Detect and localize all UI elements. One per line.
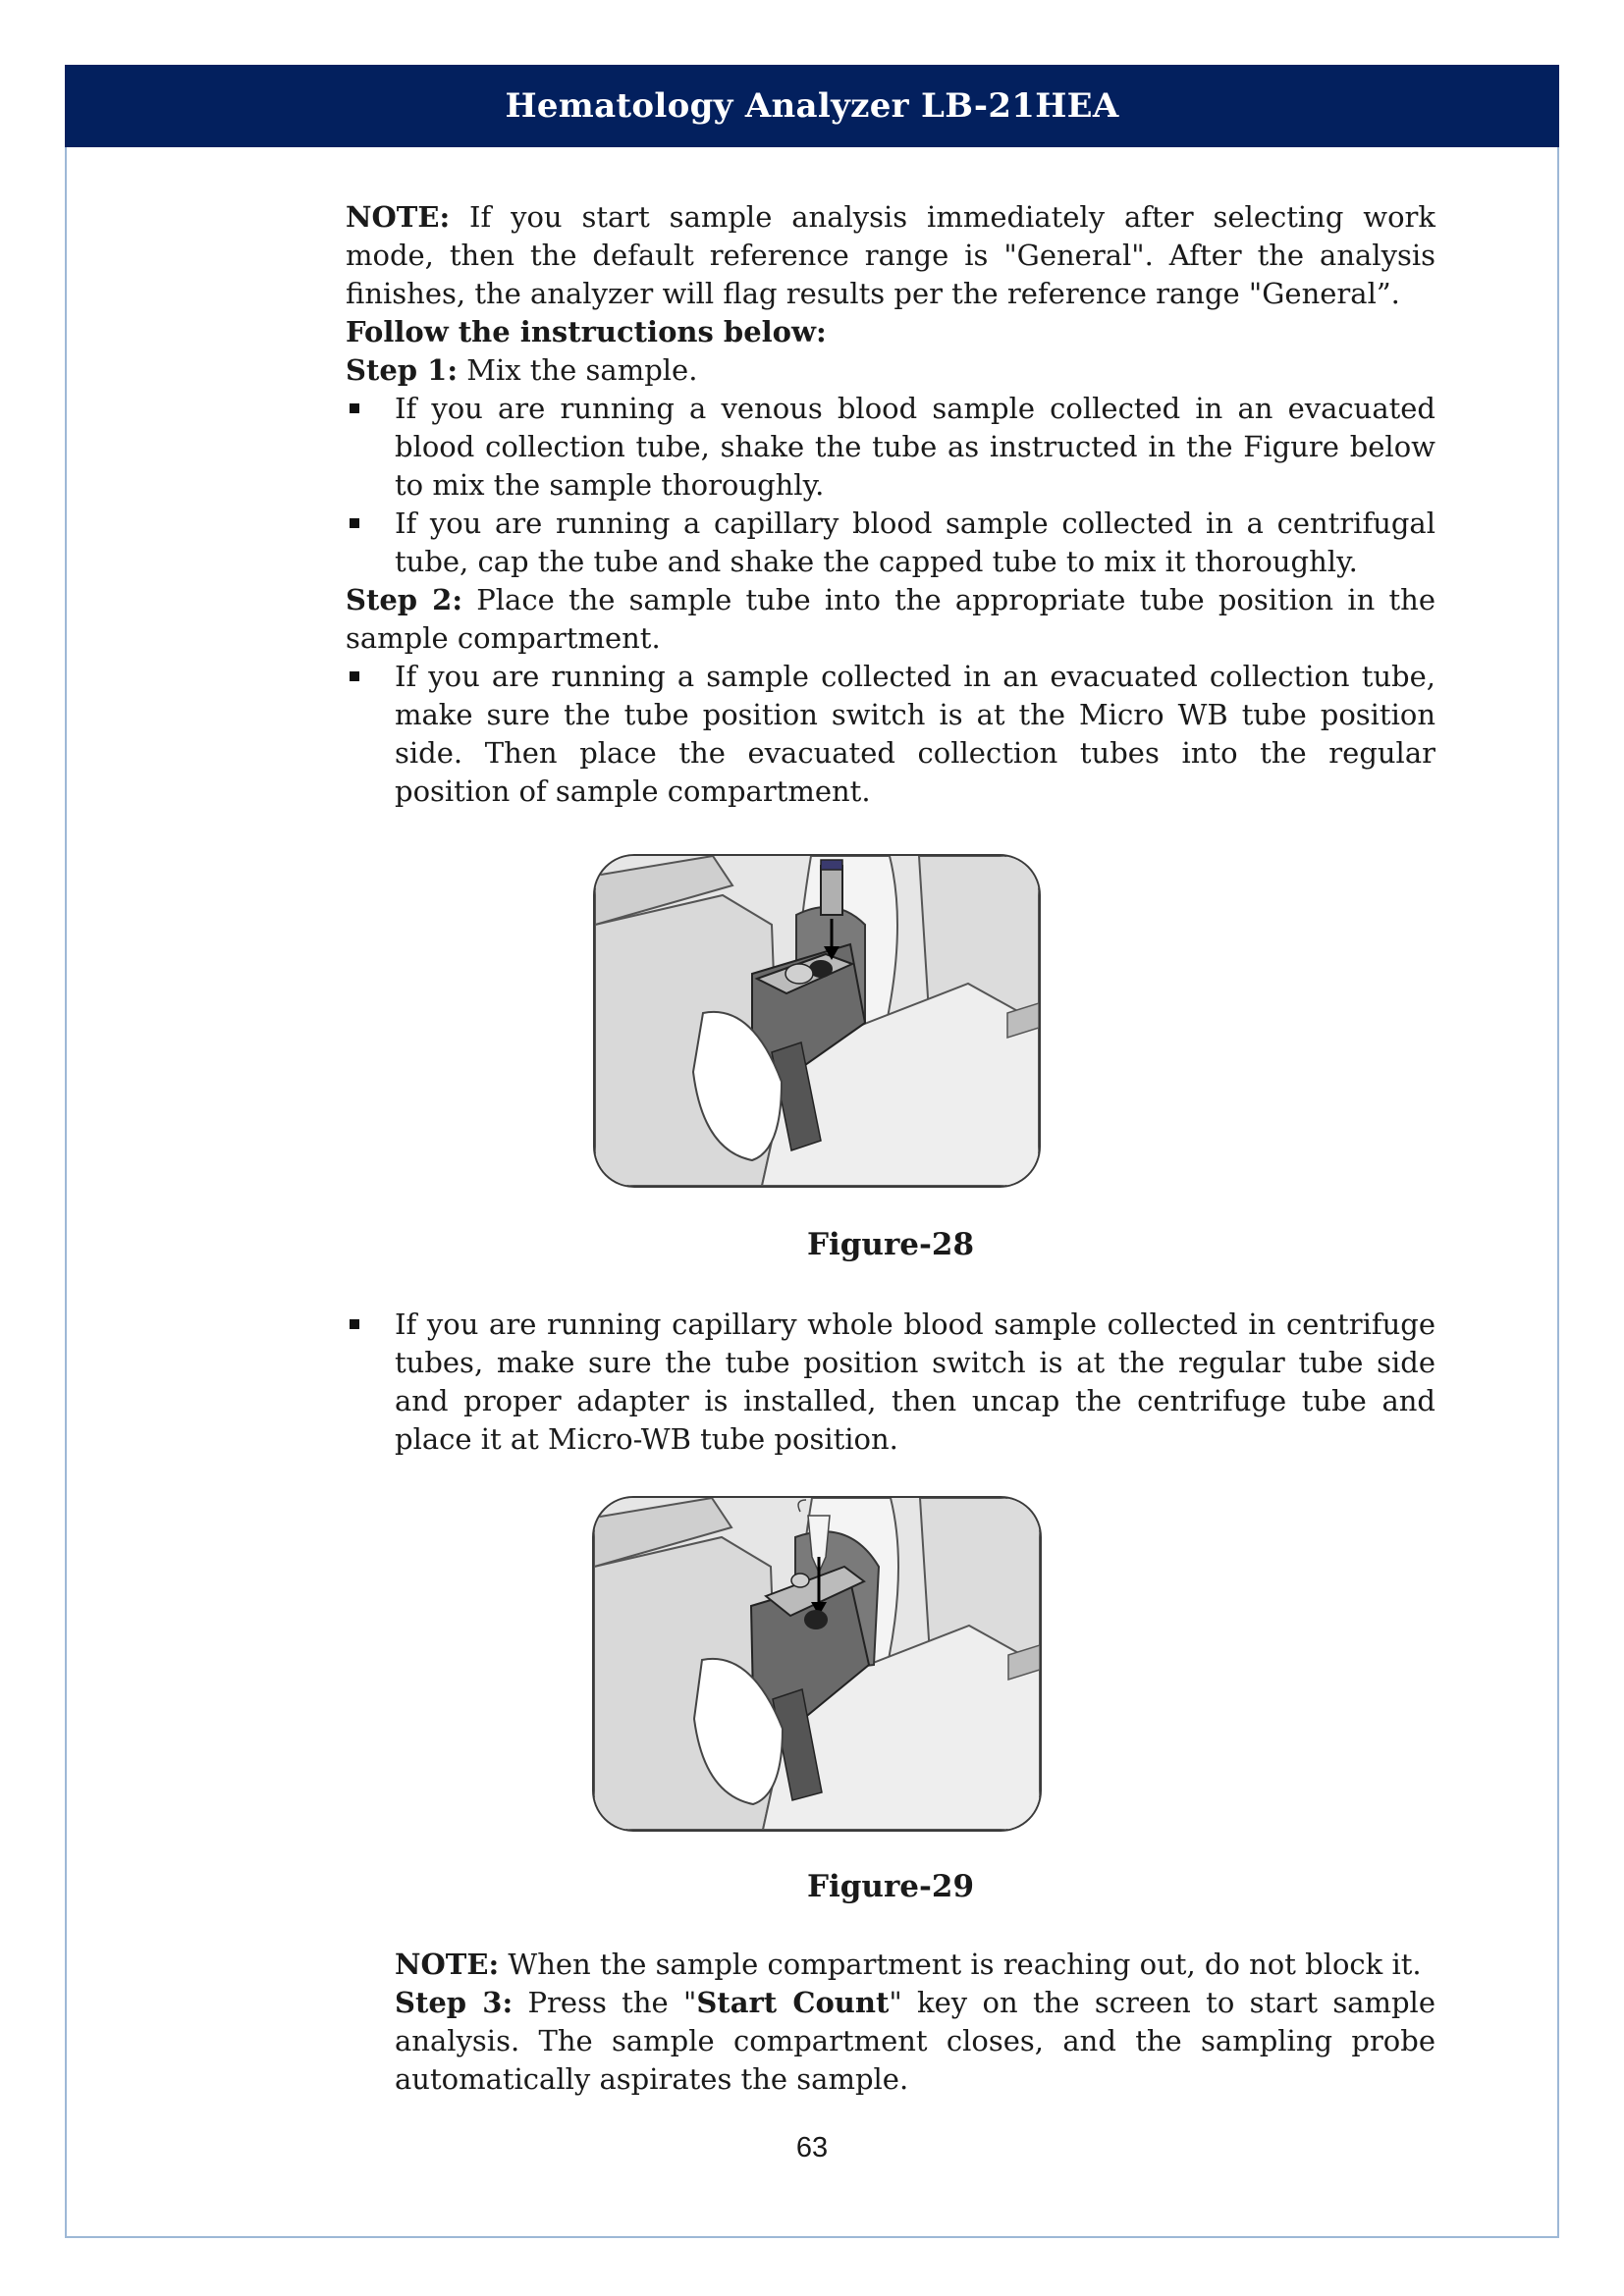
bullet-square-icon: [350, 403, 359, 413]
figure-28-illustration: [593, 854, 1041, 1188]
figure-29-caption: Figure-29: [806, 1869, 975, 1904]
bullet-text: If you are running a sample collected in an evacuated collection tube, make sure the tube position switch is at the Micro WB tube position side. Then place the evacuated collection tubes into the regular position of sample compartment.: [395, 660, 1435, 808]
list-item: [346, 390, 1435, 505]
list-item: [346, 658, 1435, 811]
step2-label: Step 2:: [346, 583, 463, 616]
sample-compartment-centrifuge-tube-icon: [594, 1498, 1040, 1830]
bullet-square-icon: [350, 518, 359, 528]
step1-line: [346, 351, 1435, 390]
bullet-text: If you are running a capillary blood sample collected in a centrifugal tube, cap the tube and shake the capped tube to mix it thoroughly.: [395, 507, 1435, 578]
step2-line: [346, 581, 1435, 658]
step2-text: Place the sample tube into the appropriate tube position in the sample compartment.: [346, 583, 1435, 655]
page-number: 63: [795, 2132, 829, 2163]
step3-pre: Press the ": [513, 1986, 697, 2019]
figure-29-illustration: [592, 1496, 1042, 1832]
bottom-text-block: [395, 1946, 1435, 2099]
note-text: If you start sample analysis immediately after selecting work mode, then the default reference range is "General". After the analysis finishes, the analyzer will flag results per the reference range "General”.: [346, 200, 1435, 310]
sample-compartment-evacuated-tube-icon: [595, 856, 1039, 1186]
list-item: [346, 1306, 1435, 1459]
bullet-text: If you are running capillary whole blood sample collected in centrifuge tubes, make sure the tube position switch is at the regular tube side and proper adapter is installed, then uncap the centrifuge tube and place it at Micro-WB tube position.: [395, 1308, 1435, 1456]
note2-label: NOTE:: [395, 1948, 500, 1981]
note-paragraph: [346, 198, 1435, 313]
bullet-text: If you are running a venous blood sample collected in an evacuated blood collection tube, shake the tube as instructed in the Figure below to mix the sample thoroughly.: [395, 392, 1435, 502]
bullet-square-icon: [350, 671, 359, 681]
note-label: NOTE:: [346, 200, 451, 234]
step1-label: Step 1:: [346, 353, 459, 387]
note2-line: [395, 1946, 1435, 1984]
start-count-key: Start Count: [696, 1986, 890, 2019]
top-text-block: [346, 198, 1435, 811]
follow-instructions: Follow the instructions below:: [346, 315, 827, 348]
note2-text: When the sample compartment is reaching out, do not block it.: [499, 1948, 1422, 1981]
step3-paragraph: [395, 1984, 1435, 2099]
list-item: [346, 505, 1435, 581]
page-header: [65, 65, 1559, 147]
figure-28-caption: Figure-28: [806, 1227, 975, 1262]
header-title: Hematology Analyzer LB-21HEA: [505, 86, 1119, 126]
step3-label: Step 3:: [395, 1986, 514, 2019]
step3-post: " key on the screen to start sample analysis. The sample compartment closes, and the sampling probe automatically aspirates the sample.: [395, 1986, 1435, 2096]
bullet-square-icon: [350, 1319, 359, 1329]
step1-text: Mix the sample.: [458, 353, 698, 387]
middle-text-block: [346, 1306, 1435, 1459]
